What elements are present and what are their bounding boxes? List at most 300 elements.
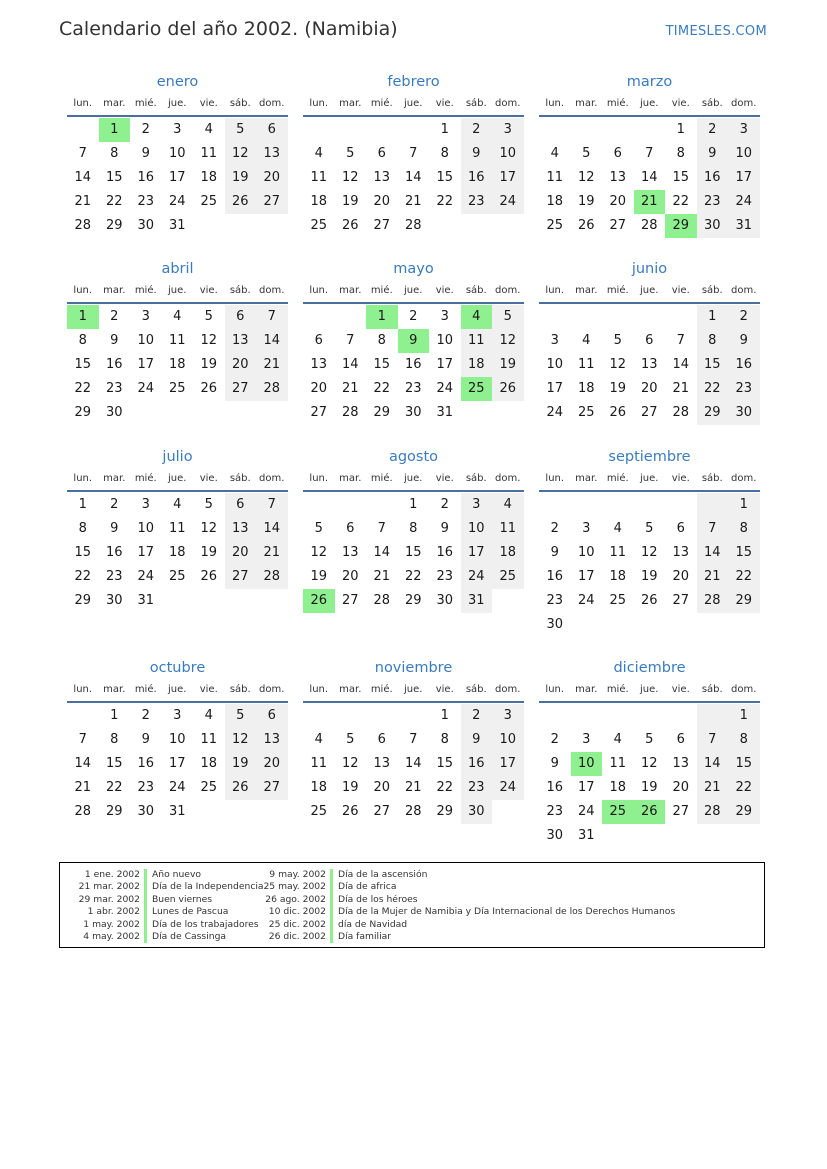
day-cell: 5 — [492, 305, 524, 329]
day-cell: 29 — [373, 405, 391, 420]
day-cell: 28 — [74, 804, 92, 819]
empty-cell — [634, 118, 666, 142]
day-cell: 20 — [609, 194, 627, 209]
empty-cell — [665, 493, 697, 517]
legend-holiday-name: Lunes de Pascua — [152, 906, 229, 918]
day-cell: 7 — [256, 305, 288, 329]
empty-cell — [665, 613, 697, 637]
empty-cell — [256, 589, 288, 613]
weekday-header: mié. — [130, 678, 162, 703]
weekday-header: jue. — [398, 279, 430, 304]
day-cell: 16 — [137, 170, 155, 185]
day-cell: 14 — [74, 170, 92, 185]
day-cell: 24 — [492, 776, 524, 800]
day-cell: 17 — [577, 569, 595, 584]
weekday-header: mié. — [130, 467, 162, 492]
day-cell: 17 — [461, 541, 493, 565]
day-cell: 21 — [634, 190, 666, 214]
day-cell: 22 — [105, 194, 123, 209]
day-cell: 21 — [74, 780, 92, 795]
legend-holiday-name: día de Navidad — [338, 918, 408, 930]
day-cell: 7 — [409, 732, 418, 747]
empty-cell — [303, 493, 335, 517]
legend-date: 10 dic. 2002 — [268, 906, 326, 918]
day-cell: 19 — [341, 780, 359, 795]
day-cell: 6 — [613, 146, 622, 161]
empty-cell — [256, 401, 288, 425]
day-cell: 15 — [436, 170, 454, 185]
day-cell: 7 — [645, 146, 654, 161]
day-cell: 22 — [672, 194, 690, 209]
day-cell: 17 — [436, 357, 454, 372]
day-cell: 13 — [310, 357, 328, 372]
day-cell: 26 — [200, 381, 218, 396]
weekday-header: mié. — [602, 467, 634, 492]
day-cell: 13 — [256, 142, 288, 166]
day-cell: 8 — [676, 146, 685, 161]
day-cell: 3 — [141, 497, 150, 512]
day-cell: 7 — [697, 517, 729, 541]
legend-color-bar — [330, 931, 333, 943]
day-cell: 4 — [461, 305, 493, 329]
empty-cell — [130, 401, 162, 425]
day-cell: 22 — [728, 565, 760, 589]
weekday-header: lun. — [303, 92, 335, 117]
day-cell: 2 — [550, 521, 559, 536]
day-cell: 21 — [256, 541, 288, 565]
day-cell: 9 — [141, 732, 150, 747]
empty-cell — [665, 305, 697, 329]
day-cell: 9 — [141, 146, 150, 161]
month-marzo — [539, 72, 760, 238]
day-cell: 7 — [256, 493, 288, 517]
day-cell: 27 — [341, 593, 359, 608]
day-cell: 1 — [697, 305, 729, 329]
day-cell: 31 — [461, 589, 493, 613]
month-name: julio — [162, 449, 193, 465]
empty-cell — [571, 493, 603, 517]
legend-holiday-name: Buen viernes — [152, 893, 213, 905]
day-cell: 23 — [546, 804, 564, 819]
day-cell: 3 — [461, 493, 493, 517]
day-cell: 19 — [225, 166, 257, 190]
day-cell: 31 — [168, 218, 186, 233]
brand-link[interactable]: TIMESLES.COM — [665, 24, 767, 39]
day-cell: 5 — [314, 521, 323, 536]
legend-holiday-name: Día de Cassinga — [152, 930, 227, 942]
empty-cell — [571, 118, 603, 142]
empty-cell — [539, 118, 571, 142]
weekday-header: sáb. — [697, 92, 729, 117]
weekday-header: vie. — [665, 279, 697, 304]
weekday-header: sáb. — [697, 678, 729, 703]
day-cell: 16 — [461, 166, 493, 190]
month-name: agosto — [388, 449, 439, 465]
day-cell: 15 — [105, 170, 123, 185]
day-cell: 23 — [461, 776, 493, 800]
day-cell: 29 — [105, 804, 123, 819]
weekday-header: dom. — [728, 678, 760, 703]
day-cell: 12 — [577, 170, 595, 185]
legend-holiday-name: Día de la ascensión — [338, 869, 428, 880]
weekday-header: mar. — [571, 279, 603, 304]
day-cell: 26 — [200, 569, 218, 584]
day-cell: 6 — [645, 333, 654, 348]
day-cell: 4 — [582, 333, 591, 348]
day-cell: 9 — [440, 521, 449, 536]
legend-color-bar — [330, 869, 333, 881]
day-cell: 16 — [697, 166, 729, 190]
legend-holiday-name: Día de los trabajadores — [152, 918, 259, 930]
day-cell: 24 — [577, 593, 595, 608]
day-cell: 26 — [640, 593, 658, 608]
day-cell: 13 — [640, 357, 658, 372]
day-cell: 11 — [168, 333, 186, 348]
weekday-header: mar. — [335, 467, 367, 492]
holiday-legend — [59, 862, 765, 948]
day-cell: 10 — [577, 545, 595, 560]
legend-color-bar — [144, 931, 147, 943]
day-cell: 13 — [672, 545, 690, 560]
empty-cell — [571, 704, 603, 728]
day-cell: 4 — [550, 146, 559, 161]
day-cell: 25 — [168, 569, 186, 584]
day-cell: 11 — [461, 329, 493, 353]
legend-date: 9 may. 2002 — [269, 869, 326, 880]
weekday-header: lun. — [67, 279, 99, 304]
day-cell: 8 — [728, 517, 760, 541]
day-cell: 25 — [602, 800, 634, 824]
empty-cell — [398, 118, 430, 142]
day-cell: 9 — [461, 728, 493, 752]
month-name: junio — [631, 261, 668, 277]
legend-date: 26 ago. 2002 — [265, 893, 326, 905]
weekday-header: vie. — [665, 92, 697, 117]
legend-color-bar — [330, 906, 333, 918]
day-cell: 17 — [577, 780, 595, 795]
day-cell: 11 — [200, 732, 218, 747]
weekday-header: vie. — [193, 92, 225, 117]
empty-cell — [492, 401, 524, 425]
weekday-header: vie. — [665, 467, 697, 492]
day-cell: 18 — [200, 170, 218, 185]
weekday-header: jue. — [162, 279, 194, 304]
empty-cell — [67, 704, 99, 728]
day-cell: 26 — [634, 800, 666, 824]
day-cell: 5 — [582, 146, 591, 161]
day-cell: 1 — [99, 118, 131, 142]
day-cell: 26 — [609, 405, 627, 420]
day-cell: 12 — [225, 142, 257, 166]
weekday-header: mié. — [366, 678, 398, 703]
day-cell: 6 — [377, 146, 386, 161]
day-cell: 1 — [440, 708, 449, 723]
empty-cell — [634, 704, 666, 728]
day-cell: 5 — [225, 118, 257, 142]
empty-cell — [697, 613, 729, 637]
weekday-header: jue. — [162, 92, 194, 117]
empty-cell — [665, 704, 697, 728]
month-febrero — [303, 72, 524, 238]
weekday-header: lun. — [539, 467, 571, 492]
weekday-header: mié. — [602, 279, 634, 304]
day-cell: 31 — [577, 828, 595, 843]
day-cell: 26 — [303, 589, 335, 613]
weekday-header: lun. — [303, 678, 335, 703]
day-cell: 26 — [225, 190, 257, 214]
empty-cell — [492, 589, 524, 613]
day-cell: 16 — [105, 357, 123, 372]
weekday-header: sáb. — [225, 467, 257, 492]
day-cell: 30 — [137, 804, 155, 819]
day-cell: 30 — [105, 593, 123, 608]
empty-cell — [697, 704, 729, 728]
day-cell: 30 — [697, 214, 729, 238]
day-cell: 27 — [225, 565, 257, 589]
weekday-header: mar. — [571, 678, 603, 703]
weekday-header: vie. — [429, 92, 461, 117]
day-cell: 14 — [640, 170, 658, 185]
day-cell: 28 — [341, 405, 359, 420]
weekday-header: sáb. — [225, 678, 257, 703]
day-cell: 22 — [404, 569, 422, 584]
day-cell: 24 — [137, 381, 155, 396]
day-cell: 16 — [137, 756, 155, 771]
day-cell: 31 — [137, 593, 155, 608]
weekday-header: jue. — [634, 92, 666, 117]
empty-cell — [665, 824, 697, 848]
page-title: Calendario del año 2002. (Namibia) — [59, 18, 398, 40]
weekday-header: jue. — [634, 279, 666, 304]
day-cell: 19 — [200, 357, 218, 372]
weekday-header: mié. — [130, 92, 162, 117]
month-name: septiembre — [608, 449, 691, 465]
empty-cell — [634, 493, 666, 517]
empty-cell — [634, 824, 666, 848]
day-cell: 9 — [398, 329, 430, 353]
day-cell: 25 — [168, 381, 186, 396]
weekday-header: mar. — [335, 678, 367, 703]
empty-cell — [225, 800, 257, 824]
empty-cell — [256, 214, 288, 238]
empty-cell — [602, 305, 634, 329]
weekday-header: jue. — [162, 467, 194, 492]
day-cell: 19 — [577, 194, 595, 209]
legend-color-bar — [144, 906, 147, 918]
day-cell: 10 — [571, 752, 603, 776]
day-cell: 27 — [640, 405, 658, 420]
day-cell: 16 — [436, 545, 454, 560]
weekday-header: mié. — [366, 92, 398, 117]
weekday-header: mié. — [130, 279, 162, 304]
day-cell: 11 — [310, 170, 328, 185]
day-cell: 7 — [697, 728, 729, 752]
day-cell: 1 — [676, 122, 685, 137]
day-cell: 6 — [256, 118, 288, 142]
empty-cell — [193, 401, 225, 425]
day-cell: 28 — [373, 593, 391, 608]
day-cell: 20 — [256, 166, 288, 190]
empty-cell — [728, 824, 760, 848]
month-name: mayo — [393, 261, 434, 277]
day-cell: 19 — [609, 381, 627, 396]
day-cell: 5 — [346, 146, 355, 161]
day-cell: 22 — [436, 780, 454, 795]
weekday-header: jue. — [398, 678, 430, 703]
day-cell: 8 — [110, 146, 119, 161]
day-cell: 25 — [461, 377, 493, 401]
day-cell: 14 — [404, 170, 422, 185]
day-cell: 6 — [377, 732, 386, 747]
day-cell: 25 — [577, 405, 595, 420]
day-cell: 7 — [78, 732, 87, 747]
day-cell: 10 — [168, 146, 186, 161]
day-cell: 10 — [546, 357, 564, 372]
legend-holiday-name: Día de la Mujer de Namibia y Día Internacional de los Derechos Humanos — [338, 906, 676, 918]
day-cell: 8 — [377, 333, 386, 348]
day-cell: 22 — [728, 776, 760, 800]
day-cell: 4 — [613, 521, 622, 536]
day-cell: 20 — [672, 780, 690, 795]
day-cell: 12 — [640, 756, 658, 771]
day-cell: 24 — [436, 381, 454, 396]
day-cell: 29 — [728, 800, 760, 824]
day-cell: 3 — [582, 732, 591, 747]
day-cell: 6 — [346, 521, 355, 536]
day-cell: 6 — [225, 493, 257, 517]
empty-cell — [193, 800, 225, 824]
day-cell: 11 — [168, 521, 186, 536]
weekday-header: jue. — [398, 92, 430, 117]
day-cell: 1 — [366, 305, 398, 329]
day-cell: 19 — [310, 569, 328, 584]
weekday-header: mar. — [571, 467, 603, 492]
day-cell: 22 — [105, 780, 123, 795]
day-cell: 5 — [204, 497, 213, 512]
legend-date: 1 ene. 2002 — [84, 869, 140, 880]
day-cell: 10 — [137, 521, 155, 536]
weekday-header: dom. — [256, 467, 288, 492]
weekday-header: dom. — [256, 279, 288, 304]
day-cell: 22 — [436, 194, 454, 209]
empty-cell — [429, 214, 461, 238]
legend-date: 26 dic. 2002 — [268, 930, 326, 942]
day-cell: 25 — [310, 804, 328, 819]
day-cell: 18 — [461, 353, 493, 377]
day-cell: 23 — [728, 377, 760, 401]
day-cell: 12 — [225, 728, 257, 752]
day-cell: 17 — [728, 166, 760, 190]
day-cell: 8 — [110, 732, 119, 747]
month-name: marzo — [626, 74, 673, 90]
weekday-header: lun. — [539, 279, 571, 304]
day-cell: 15 — [728, 541, 760, 565]
weekday-header: dom. — [256, 92, 288, 117]
day-cell: 27 — [256, 776, 288, 800]
empty-cell — [602, 613, 634, 637]
weekday-header: mié. — [366, 279, 398, 304]
day-cell: 4 — [314, 732, 323, 747]
day-cell: 12 — [609, 357, 627, 372]
legend-color-bar — [144, 919, 147, 931]
day-cell: 23 — [105, 569, 123, 584]
day-cell: 21 — [697, 565, 729, 589]
day-cell: 18 — [609, 780, 627, 795]
weekday-header: vie. — [193, 467, 225, 492]
day-cell: 3 — [492, 704, 524, 728]
legend-color-bar — [330, 881, 333, 893]
day-cell: 11 — [492, 517, 524, 541]
weekday-header: mié. — [602, 92, 634, 117]
day-cell: 12 — [341, 170, 359, 185]
day-cell: 12 — [341, 756, 359, 771]
legend-color-bar — [144, 869, 147, 881]
day-cell: 19 — [200, 545, 218, 560]
day-cell: 10 — [168, 732, 186, 747]
legend-holiday-name: Día de la Independencia — [152, 881, 264, 893]
day-cell: 16 — [404, 357, 422, 372]
day-cell: 12 — [640, 545, 658, 560]
day-cell: 14 — [256, 329, 288, 353]
day-cell: 21 — [256, 353, 288, 377]
day-cell: 14 — [341, 357, 359, 372]
day-cell: 13 — [225, 517, 257, 541]
day-cell: 13 — [341, 545, 359, 560]
day-cell: 24 — [461, 565, 493, 589]
day-cell: 21 — [672, 381, 690, 396]
empty-cell — [225, 214, 257, 238]
empty-cell — [539, 305, 571, 329]
empty-cell — [539, 704, 571, 728]
day-cell: 8 — [697, 329, 729, 353]
day-cell: 4 — [204, 122, 213, 137]
legend-color-bar — [330, 894, 333, 906]
day-cell: 6 — [225, 305, 257, 329]
day-cell: 13 — [225, 329, 257, 353]
weekday-header: dom. — [492, 92, 524, 117]
weekday-header: sáb. — [461, 467, 493, 492]
day-cell: 15 — [728, 752, 760, 776]
day-cell: 27 — [373, 218, 391, 233]
day-cell: 29 — [665, 214, 697, 238]
empty-cell — [225, 589, 257, 613]
day-cell: 21 — [404, 780, 422, 795]
month-name: enero — [156, 74, 199, 90]
day-cell: 4 — [492, 493, 524, 517]
empty-cell — [335, 118, 367, 142]
day-cell: 29 — [436, 804, 454, 819]
day-cell: 28 — [404, 804, 422, 819]
day-cell: 23 — [105, 381, 123, 396]
day-cell: 25 — [609, 593, 627, 608]
month-name: abril — [161, 261, 194, 277]
day-cell: 14 — [404, 756, 422, 771]
empty-cell — [634, 613, 666, 637]
day-cell: 17 — [168, 756, 186, 771]
weekday-header: sáb. — [461, 279, 493, 304]
day-cell: 11 — [609, 756, 627, 771]
weekday-header: dom. — [256, 678, 288, 703]
day-cell: 3 — [550, 333, 559, 348]
day-cell: 5 — [645, 732, 654, 747]
day-cell: 22 — [373, 381, 391, 396]
weekday-header: mié. — [366, 467, 398, 492]
empty-cell — [303, 118, 335, 142]
legend-color-bar — [144, 881, 147, 893]
day-cell: 7 — [409, 146, 418, 161]
day-cell: 16 — [546, 780, 564, 795]
day-cell: 4 — [314, 146, 323, 161]
